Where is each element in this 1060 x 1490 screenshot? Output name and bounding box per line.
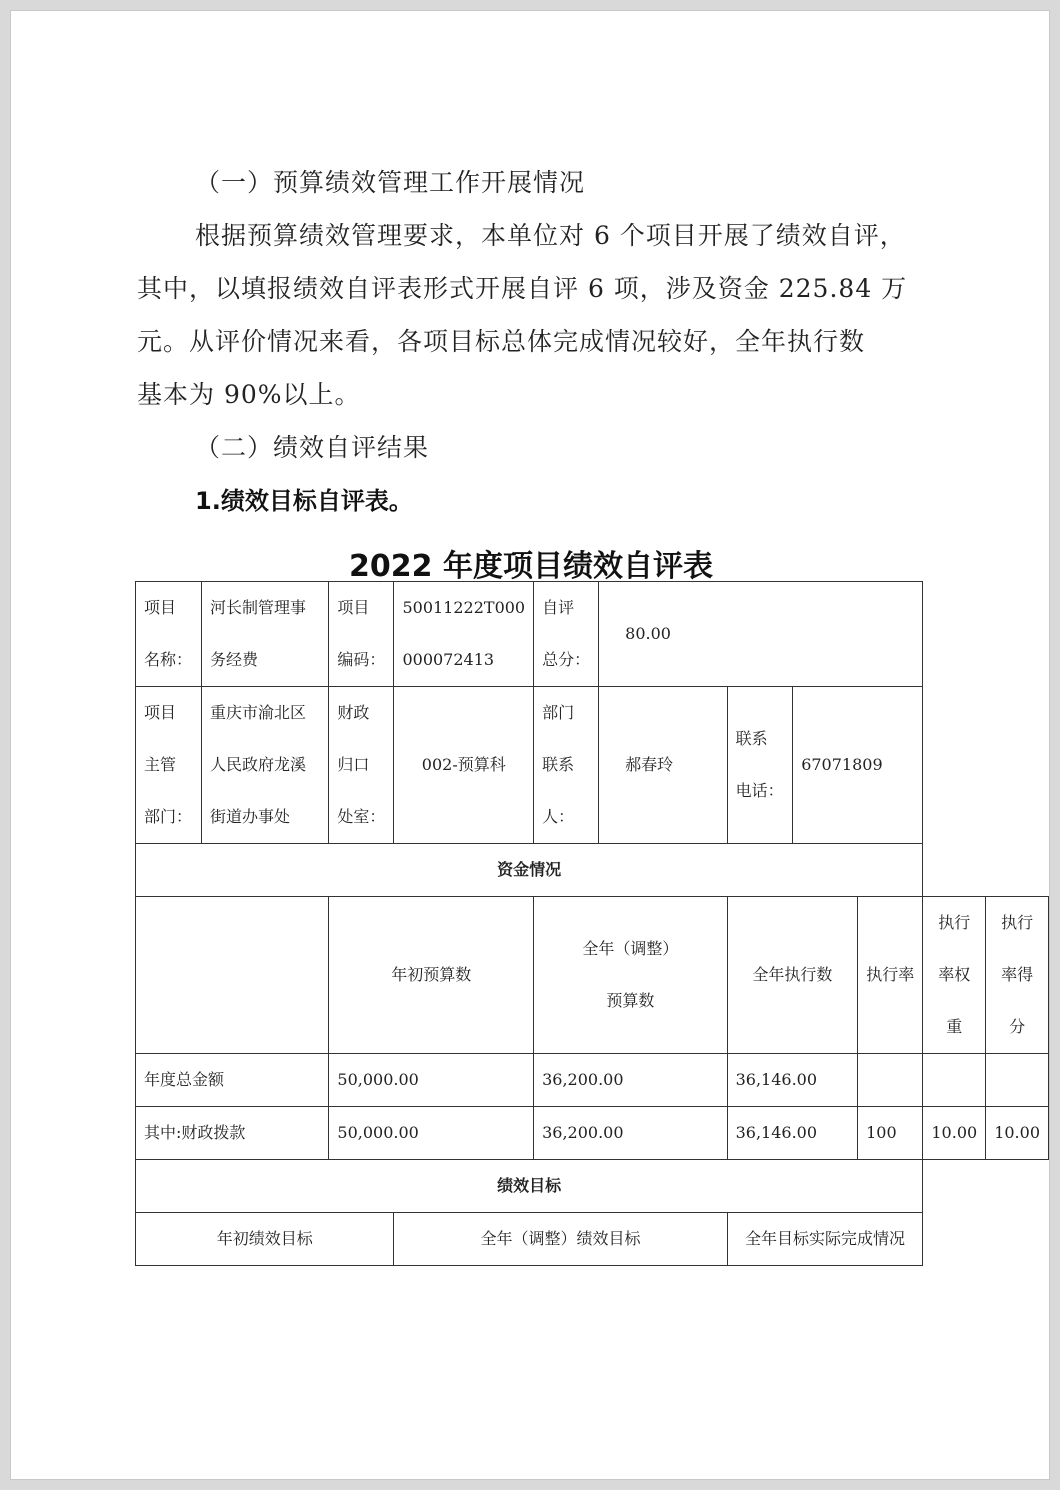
- initial-budget-cell: 50,000.00: [329, 1054, 534, 1107]
- header-rate-score: 执行 率得 分: [986, 897, 1049, 1054]
- paragraph-line-4: 基本为 90%以上。: [137, 380, 361, 409]
- row-label: 年度总金额: [136, 1054, 329, 1107]
- funds-section-header: 资金情况: [136, 844, 923, 897]
- header-initial-budget: 年初预算数: [329, 897, 534, 1054]
- goals-section-header: 绩效目标: [136, 1160, 923, 1213]
- row-project-info: [136, 582, 1049, 687]
- adjusted-budget-cell: 36,200.00: [534, 1054, 727, 1107]
- header-rate-weight: 执行 率权 重: [923, 897, 986, 1054]
- header-adjusted-budget: 全年（调整） 预算数: [534, 897, 727, 1054]
- section2-heading: （二）绩效自评结果: [195, 433, 430, 462]
- row-funds-headers: [136, 897, 1049, 1054]
- finance-office-label: 财政 归口 处室：: [329, 687, 394, 844]
- project-name-label: 项目 名称：: [136, 582, 202, 687]
- document-page: [10, 10, 1050, 1480]
- dept-value: 重庆市渝北区 人民政府龙溪 街道办事处: [201, 687, 328, 844]
- header-annual-execution: 全年执行数: [727, 897, 858, 1054]
- phone-value: 67071809: [793, 687, 923, 844]
- dept-label: 项目 主管 部门：: [136, 687, 202, 844]
- paragraph-line-3: 元。从评价情况来看，各项目标总体完成情况较好，全年执行数: [137, 327, 866, 356]
- table-title: 2022 年度项目绩效自评表: [349, 549, 713, 584]
- executed-cell: 36,146.00: [727, 1054, 858, 1107]
- project-code-label: 项目 编码：: [329, 582, 394, 687]
- paragraph-line-2: 其中，以填报绩效自评表形式开展自评 6 项，涉及资金 225.84 万: [137, 274, 908, 303]
- contact-value: 郝春玲: [599, 687, 727, 844]
- header-execution-rate: 执行率: [858, 897, 923, 1054]
- initial-budget-cell: 50,000.00: [329, 1107, 534, 1160]
- score-cell: 10.00: [986, 1107, 1049, 1160]
- rate-cell: 100: [858, 1107, 923, 1160]
- score-value: 80.00: [599, 582, 923, 687]
- performance-table: [135, 581, 1049, 1266]
- project-name-value: 河长制管理事 务经费: [201, 582, 328, 687]
- header-actual-completion: 全年目标实际完成情况: [727, 1213, 923, 1266]
- funds-header-blank: [136, 897, 329, 1054]
- finance-office-value: 002-预算科: [394, 687, 534, 844]
- adjusted-budget-cell: 36,200.00: [534, 1107, 727, 1160]
- paragraph-line-1: 根据预算绩效管理要求，本单位对 6 个项目开展了绩效自评，: [195, 221, 906, 250]
- project-code-value: 50011222T000 000072413: [394, 582, 534, 687]
- row-goals-headers: [136, 1213, 1049, 1266]
- row-goals-section: [136, 1160, 1049, 1213]
- section1-heading: （一）预算绩效管理工作开展情况: [195, 168, 586, 197]
- phone-label: 联系 电话：: [727, 687, 793, 844]
- row-department-info: [136, 687, 1049, 844]
- weight-cell: [923, 1054, 986, 1107]
- header-adjusted-goal: 全年（调整）绩效目标: [394, 1213, 727, 1266]
- rate-cell: [858, 1054, 923, 1107]
- table-row: [136, 1054, 1049, 1107]
- contact-label: 部门 联系 人：: [534, 687, 599, 844]
- section2-subheading: 1.绩效目标自评表。: [195, 487, 413, 515]
- header-initial-goal: 年初绩效目标: [136, 1213, 394, 1266]
- weight-cell: 10.00: [923, 1107, 986, 1160]
- score-label: 自评 总分：: [534, 582, 599, 687]
- executed-cell: 36,146.00: [727, 1107, 858, 1160]
- row-funds-section: [136, 844, 1049, 897]
- row-label: 其中:财政拨款: [136, 1107, 329, 1160]
- score-cell: [986, 1054, 1049, 1107]
- table-row: [136, 1107, 1049, 1160]
